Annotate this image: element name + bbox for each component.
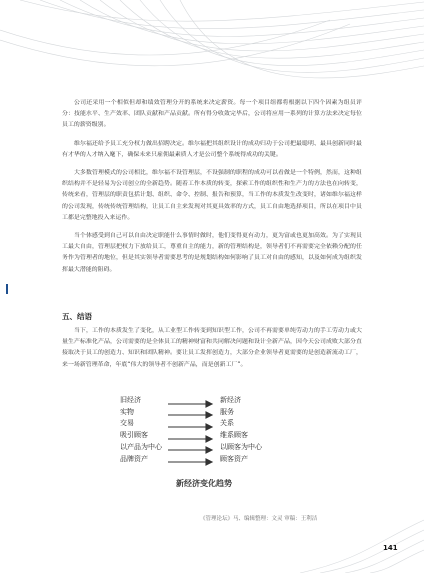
economy-trend-diagram [116,395,326,493]
page-number: 141 [383,544,398,552]
diagram-left-item: 吸引顾客 [120,431,148,440]
diagram-left-item: 实物 [120,407,134,416]
new-economy-column [220,395,262,465]
diagram-left-item: 交易 [120,419,134,428]
diagram-caption: 新经济变化趋势 [176,479,232,488]
conclusion-body [62,326,362,378]
diagram-left-item: 以产品为中心 [120,442,162,451]
section-heading: 五、结语 [62,312,92,321]
body-paragraph: 大多数管理模式的公司相比，维尔福不设管理层，不设强制的职程的成功可以看做是一个特例，然而，这种组织结构并不是轻易为公司创立的全新趋势。随着工作本质的转变，探索工作的组织性和生产力的方法也在向转变，传统来看，管理层的职责包括计划、组织、命令、控制、报告和预算，当工作的本质发生改变时，诸如维尔福这样的公司发现，传统传统管理结构，让员工自主来发现对其更具效率的方式，员工自由地选择项目，所以在项目中员工都是完整地投入来运作。 [62,170,362,221]
diagram-right-item: 关系 [220,419,234,428]
diagram-left-item: 旧经济 [120,396,141,404]
diagram-right-item: 服务 [220,407,234,416]
body-paragraph: 维尔福还给予员工充分权力做出招聘决定。维尔福把其组织设计的成功归功于公司把最聪明、最具创新同时最有才华的人才纳入麾下，确保未来只雇佣最素质人才是公司整个系统得成功的关键。 [62,140,362,158]
article-body [62,98,362,283]
decorative-curves [0,0,424,78]
diagram-right-item: 顾客资产 [220,454,248,463]
footer-source-note: 《管理论坛》马、编辑整理：文灵 审稿：王利洁 [200,516,318,522]
decorative-curves-bottom [300,520,424,573]
diagram-right-item: 新经济 [220,396,241,404]
body-paragraph: 公司还采用一个相似但却和绩效管理分开的系统来决定薪资。每一个项目组都将根据以下四个因素为组员评分：技能水平、生产效率、团队贡献和产品贡献。所有得分收敛完毕后，公司将应用一系列的计算方法来决定每位员工的薪资级别。 [62,100,362,129]
old-economy-column [120,395,162,465]
left-margin-mark [6,284,8,294]
diagram-right-item: 维系顾客 [220,431,248,440]
diagram-right-item: 以顾客为中心 [220,442,262,451]
body-paragraph: 当个体感受到自己可以自由决定职能什么事情时做时，他们变得更有动力，更为富或也更加高效。为了实现员工最大自由，管理层把权力下放给员工，尊重自主的能力，新的管理结构是，领导者们不再需要完全依赖分配的任务作为管理者的地位，但是其实领导者需要思考的是规划结构如何影响了员工对自由的感知，以及如何成为组织发挥最大潜能的阻碍。 [62,233,362,273]
diagram-left-item: 品牌资产 [120,454,148,463]
conclusion-paragraph: 当下，工作的本质发生了变化，从工业型工作转变到知识型工作，公司不再需要单纯劳动力的手工劳动力或大量生产标准化产品，公司需要的是全体员工的精神财富和共同解决问题和设计全新产品，因今天公司成败大部分直接取决于员工的创造力、知识和团队精神。要让员工发挥创造力，大部分企业领导者更需要的是创造新流动工厂，来一场新管理革命，年底“伟大的领导者不创新产品，而是创新工厂”。 [62,328,362,368]
